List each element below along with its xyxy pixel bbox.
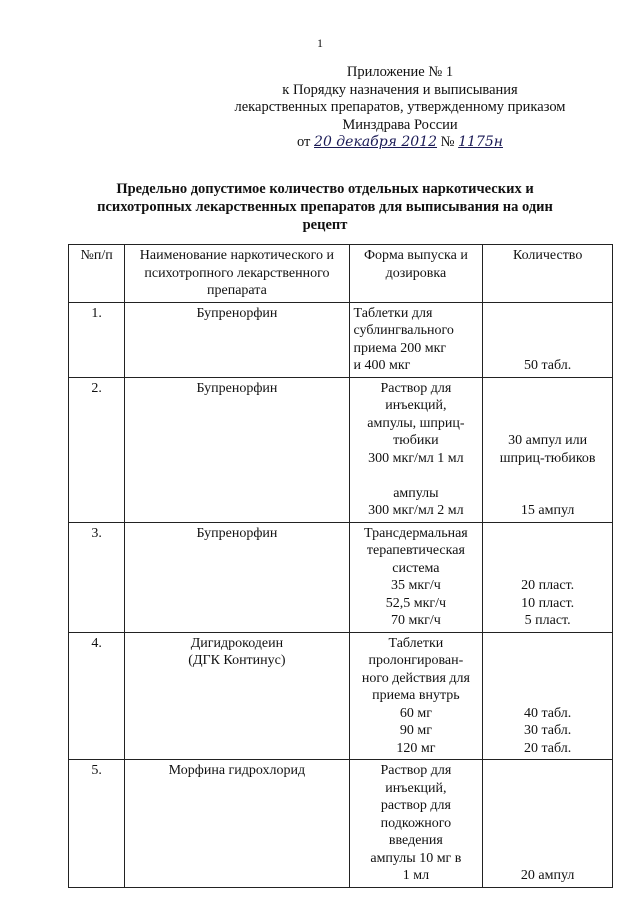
qty-value: 5 пласт. bbox=[524, 613, 571, 628]
drug-qty bbox=[483, 522, 613, 632]
qty-spacer bbox=[487, 670, 608, 688]
qty-value: 20 пласт. bbox=[521, 578, 575, 593]
drug-form bbox=[349, 760, 483, 888]
qty-spacer bbox=[487, 687, 608, 705]
qty-value: шприц-тюбиков bbox=[499, 450, 596, 466]
drug-name bbox=[125, 377, 349, 522]
table-row bbox=[69, 522, 613, 632]
form-line: Таблетки bbox=[388, 635, 444, 651]
form-line: 70 мкг/ч bbox=[390, 613, 441, 628]
drug-qty bbox=[483, 632, 613, 760]
order-date-line bbox=[297, 134, 503, 152]
form-line: Трансдермальная bbox=[364, 525, 468, 541]
drug-name-line: Бупренорфин bbox=[196, 305, 278, 321]
drug-name-line: Морфина гидрохлорид bbox=[168, 763, 306, 778]
form-line: приема внутрь bbox=[372, 688, 460, 703]
table-header-row bbox=[69, 245, 613, 303]
form-spacer bbox=[354, 467, 479, 485]
drug-name-line: Дигидрокодеин bbox=[190, 635, 284, 651]
form-line: 90 мг bbox=[399, 723, 432, 738]
row-num: 3. bbox=[69, 522, 125, 632]
document-title: Предельно допустимое количество отдельных наркотических и психотропных лекарственных препаратов для выписывания на один рецепт bbox=[97, 181, 553, 233]
qty-spacer bbox=[487, 635, 608, 653]
form-line: 300 мкг/мл 2 мл bbox=[368, 503, 464, 518]
form-line: 300 мкг/мл 1 мл bbox=[368, 450, 464, 466]
drug-name-line: (ДГК Континус) bbox=[188, 653, 286, 668]
appendix-block bbox=[220, 64, 580, 152]
qty-spacer bbox=[487, 380, 608, 398]
drug-name-line: Бупренорфин bbox=[196, 525, 278, 541]
form-line: Таблетки для bbox=[353, 305, 433, 321]
qty-value: 20 табл. bbox=[524, 740, 572, 756]
qty-spacer bbox=[487, 560, 608, 578]
handwritten-date: 20 декабря 2012 bbox=[314, 134, 438, 150]
drug-qty bbox=[483, 377, 613, 522]
form-line: инъекций, bbox=[385, 398, 447, 413]
qty-value: 40 табл. bbox=[524, 705, 572, 721]
form-line: ного действия для bbox=[361, 670, 470, 686]
header-qty: Количество bbox=[483, 245, 613, 303]
table-row bbox=[69, 302, 613, 377]
qty-spacer bbox=[487, 542, 608, 560]
form-line: ампулы, шприц- bbox=[367, 415, 465, 431]
form-line: 52,5 мкг/ч bbox=[385, 595, 447, 611]
header-form: Форма выпуска и дозировка bbox=[349, 245, 483, 303]
drug-qty bbox=[483, 302, 613, 377]
drug-qty bbox=[483, 760, 613, 888]
form-line: тюбики bbox=[393, 433, 439, 448]
drug-name bbox=[125, 760, 349, 888]
qty-value: 30 ампул или bbox=[508, 433, 588, 448]
qty-value: 30 табл. bbox=[524, 723, 572, 738]
drug-name bbox=[125, 522, 349, 632]
table-row bbox=[69, 632, 613, 760]
form-line: сублингвального bbox=[353, 323, 454, 338]
form-line: приема 200 мкг bbox=[353, 340, 447, 356]
form-line: подкожного bbox=[380, 815, 452, 831]
form-line: Раствор для bbox=[380, 380, 452, 396]
qty-value: 50 табл. bbox=[524, 358, 572, 373]
form-line: Раствор для bbox=[380, 763, 452, 778]
table-row bbox=[69, 377, 613, 522]
header-num: №п/п bbox=[69, 245, 125, 303]
qty-spacer bbox=[487, 652, 608, 670]
row-num: 5. bbox=[69, 760, 125, 888]
drug-form bbox=[349, 302, 483, 377]
appendix-line: лекарственных препаратов, утвержденному приказом bbox=[234, 99, 566, 115]
form-line: терапевтическая bbox=[366, 543, 465, 558]
form-line: ампулы 10 мг в bbox=[370, 850, 462, 866]
drug-form bbox=[349, 632, 483, 760]
header-name: Наименование наркотического и психотропного лекарственного препарата bbox=[125, 245, 349, 303]
table-row bbox=[69, 760, 613, 888]
drug-name-line: Бупренорфин bbox=[196, 380, 278, 396]
form-line: 60 мг bbox=[399, 705, 432, 721]
drug-table bbox=[68, 244, 613, 888]
form-line: и 400 мкг bbox=[353, 358, 411, 373]
drug-form bbox=[349, 522, 483, 632]
from-label: от bbox=[297, 134, 311, 150]
appendix-line: к Порядку назначения и выписывания bbox=[282, 81, 518, 98]
appendix-title: Приложение № 1 bbox=[346, 64, 454, 80]
handwritten-number: 1175н bbox=[458, 134, 503, 150]
number-label: № bbox=[440, 134, 455, 150]
row-num: 1. bbox=[69, 302, 125, 377]
qty-value: 15 ампул bbox=[520, 503, 575, 518]
row-num: 4. bbox=[69, 632, 125, 760]
appendix-line: Минздрава России bbox=[342, 116, 458, 133]
form-line: раствор для bbox=[380, 798, 451, 813]
form-line: система bbox=[392, 560, 440, 576]
qty-spacer bbox=[487, 525, 608, 543]
qty-spacer bbox=[487, 397, 608, 415]
row-num: 2. bbox=[69, 377, 125, 522]
qty-spacer bbox=[487, 415, 608, 433]
form-line: 1 мл bbox=[402, 868, 430, 883]
form-line: 120 мг bbox=[396, 740, 436, 756]
qty-value: 10 пласт. bbox=[521, 595, 575, 611]
form-line: инъекций, bbox=[385, 780, 447, 796]
form-line: 35 мкг/ч bbox=[390, 578, 441, 593]
drug-name bbox=[125, 302, 349, 377]
drug-name bbox=[125, 632, 349, 760]
drug-form bbox=[349, 377, 483, 522]
form-line: введения bbox=[388, 833, 443, 848]
form-line: пролонгирован- bbox=[368, 653, 464, 668]
qty-value: 20 ампул bbox=[520, 868, 575, 883]
page-number: 1 bbox=[317, 36, 323, 50]
form-line: ампулы bbox=[393, 485, 439, 501]
